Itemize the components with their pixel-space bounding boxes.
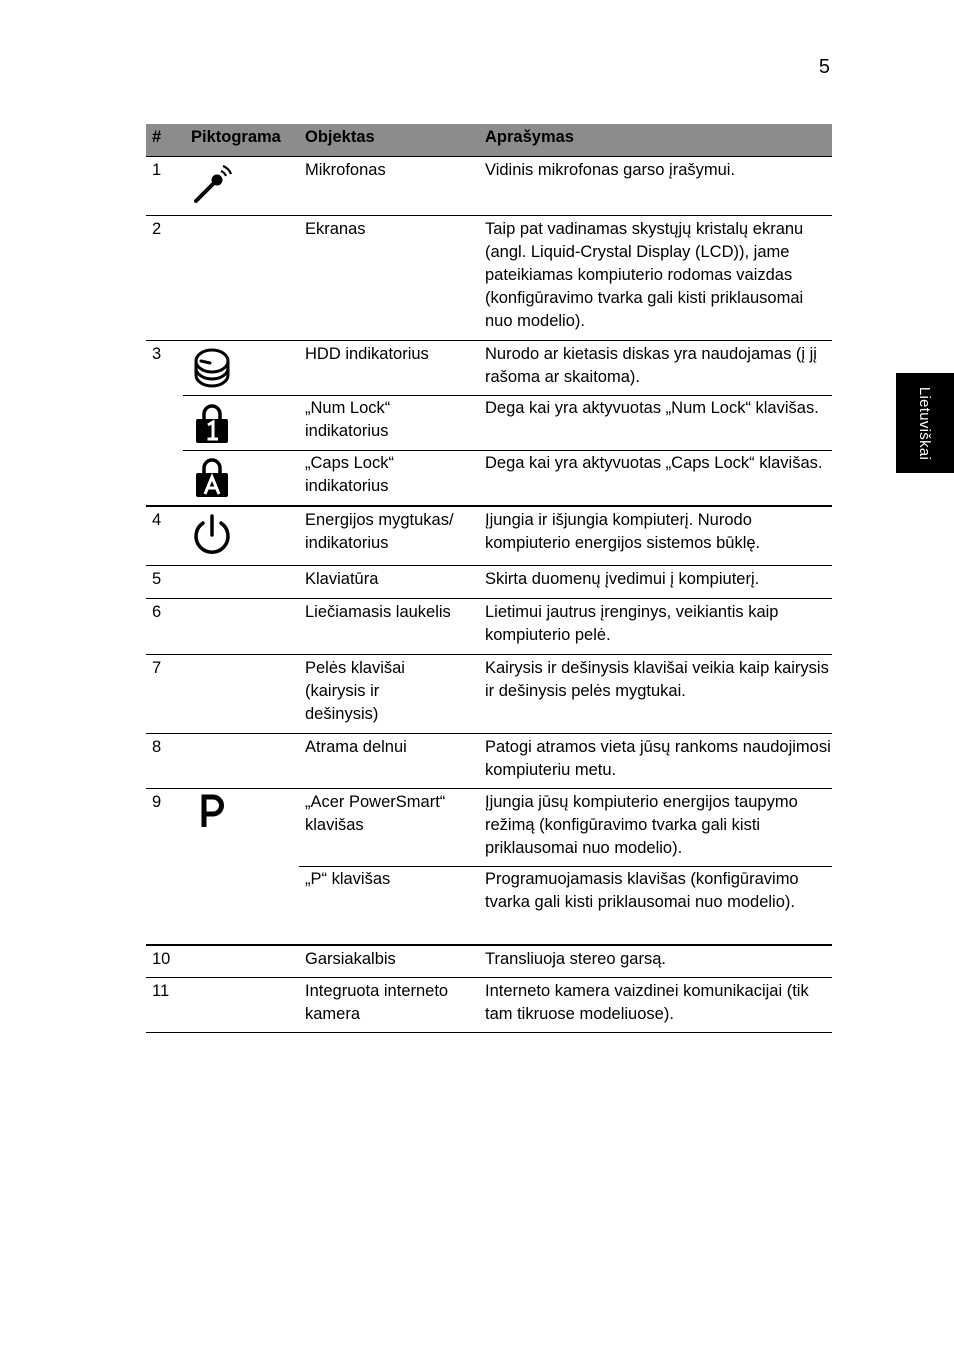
row-number: 10 — [152, 950, 171, 968]
table-row-group — [146, 341, 832, 507]
table-row — [146, 566, 832, 599]
row-divider — [299, 866, 832, 867]
row-divider — [183, 450, 832, 451]
row-description: Nurodo ar kietasis diskas yra naudojamas (į jį rašoma ar skaitoma). — [485, 345, 817, 386]
page-number: 5 — [818, 56, 830, 78]
table-row — [146, 946, 832, 978]
row-number: 4 — [152, 511, 162, 529]
row-object: Mikrofonas — [305, 161, 386, 179]
row-object: „Num Lock“ indikatorius — [305, 399, 391, 440]
powersmart-p-icon — [192, 791, 232, 831]
language-tab-label: Lietuviškai — [916, 386, 934, 460]
table-row — [146, 734, 832, 789]
row-object: Pelės klavišai (kairysis ir dešinysis) — [305, 659, 405, 723]
row-object: Liečiamasis laukelis — [305, 603, 451, 621]
row-description: Įjungia jūsų kompiuterio energijos taupymo režimą (konfigūravimo tvarka gali kisti priklausomai nuo modelio). — [485, 793, 798, 857]
header-object: Objektas — [305, 128, 375, 146]
header-icon: Piktograma — [191, 128, 281, 146]
microphone-icon — [192, 163, 234, 205]
hdd-icon — [192, 347, 232, 389]
row-number: 3 — [152, 345, 162, 363]
row-number: 11 — [152, 982, 170, 1000]
row-description: Kairysis ir dešinysis klavišai veikia kaip kairysis ir dešinysis pelės mygtukai. — [485, 659, 829, 700]
table-row-group — [146, 789, 832, 946]
header-description: Aprašymas — [485, 128, 574, 146]
row-description: Įjungia ir išjungia kompiuterį. Nurodo kompiuterio energijos sistemos būklę. — [485, 511, 761, 552]
row-object: Garsiakalbis — [305, 950, 396, 968]
components-table — [146, 124, 832, 1033]
row-description: Dega kai yra aktyvuotas „Num Lock“ klavišas. — [485, 399, 819, 417]
row-description: Programuojamasis klavišas (konfigūravimo tvarka gali kisti priklausomai nuo modelio). — [485, 870, 799, 911]
row-divider — [183, 395, 832, 396]
table-row — [146, 157, 832, 216]
row-description: Transliuoja stereo garsą. — [485, 950, 666, 968]
row-number: 9 — [152, 793, 162, 811]
row-description: Taip pat vadinamas skystųjų kristalų ekranu (angl. Liquid-Crystal Display (LCD)), jame pateikiamas kompiuterio rodomas vaizdas (konfigūravimo tvarka gali kisti priklausomai nuo modelio). — [485, 220, 804, 330]
table-row — [146, 216, 832, 341]
language-tab — [896, 373, 954, 473]
row-description: Patogi atramos vieta jūsų rankoms naudojimosi kompiuteriu metu. — [485, 738, 831, 779]
table-header — [146, 124, 832, 157]
row-number: 1 — [152, 161, 162, 179]
row-description: Vidinis mikrofonas garso įrašymui. — [485, 161, 736, 179]
row-object: Klaviatūra — [305, 570, 379, 588]
row-description: Skirta duomenų įvedimui į kompiuterį. — [485, 570, 760, 588]
row-object: „Acer PowerSmart“ klavišas — [305, 793, 446, 834]
row-number: 8 — [152, 738, 162, 756]
row-object: „Caps Lock“ indikatorius — [305, 454, 394, 495]
row-description: Lietimui jautrus įrenginys, veikiantis kaip kompiuterio pelė. — [485, 603, 779, 644]
row-object: Energijos mygtukas/ indikatorius — [305, 511, 454, 552]
row-number: 2 — [152, 220, 162, 238]
row-object: „P“ klavišas — [305, 870, 391, 888]
row-number: 5 — [152, 570, 162, 588]
power-icon — [192, 513, 232, 557]
table-row — [146, 599, 832, 655]
row-description: Interneto kamera vaizdinei komunikacijai (tik tam tikruose modeliuose). — [485, 982, 809, 1023]
row-description: Dega kai yra aktyvuotas „Caps Lock“ klavišas. — [485, 454, 823, 472]
table-row — [146, 507, 832, 566]
row-number: 7 — [152, 659, 162, 677]
caps-lock-icon — [192, 458, 232, 498]
row-object: Atrama delnui — [305, 738, 407, 756]
table-row — [146, 655, 832, 734]
row-object: Ekranas — [305, 220, 366, 238]
header-number: # — [152, 128, 162, 146]
row-number: 6 — [152, 603, 162, 621]
table-row — [146, 978, 832, 1033]
row-object: Integruota interneto kamera — [305, 982, 449, 1023]
num-lock-icon — [192, 404, 232, 444]
row-object: HDD indikatorius — [305, 345, 429, 363]
